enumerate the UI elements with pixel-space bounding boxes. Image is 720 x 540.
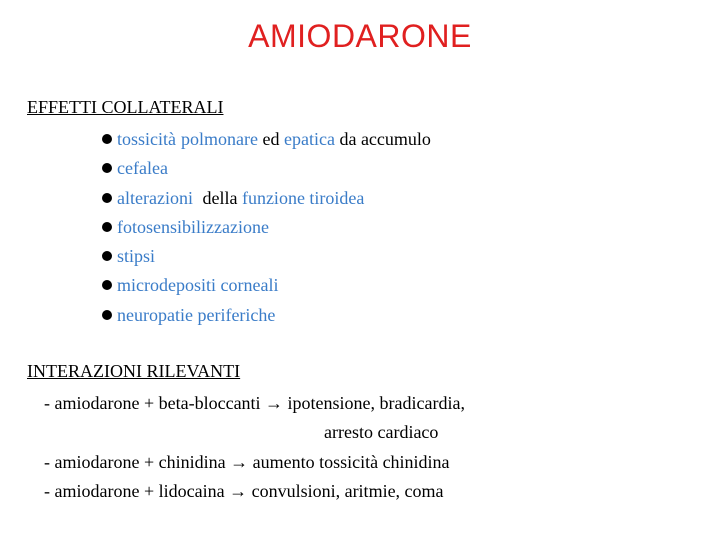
bullet-dot-icon <box>102 222 112 232</box>
side-effect-item: stipsi <box>102 242 431 271</box>
interaction-continuation: arresto cardiaco <box>324 422 439 443</box>
bullet-dot-icon <box>102 310 112 320</box>
side-effect-item: alterazioni della funzione tiroidea <box>102 184 431 213</box>
side-effect-item: microdepositi corneali <box>102 271 431 300</box>
bullet-dot-icon <box>102 280 112 290</box>
interactions-list <box>44 389 465 506</box>
bullet-dot-icon <box>102 251 112 261</box>
bullet-dot-icon <box>102 193 112 203</box>
side-effects-heading: EFFETTI COLLATERALI <box>27 97 224 117</box>
bullet-dot-icon <box>102 134 112 144</box>
interaction-item: - amiodarone + lidocaina → convulsioni, aritmie, coma <box>44 480 444 501</box>
interaction-item: - amiodarone + beta-bloccanti → ipotensione, bradicardia, arresto cardiaco <box>44 389 465 448</box>
side-effect-item: fotosensibilizzazione <box>102 213 431 242</box>
side-effect-item: cefalea <box>102 154 431 183</box>
side-effects-list <box>102 125 431 330</box>
side-effect-item: neuropatie periferiche <box>102 301 431 330</box>
bullet-dot-icon <box>102 163 112 173</box>
interactions-heading: INTERAZIONI RILEVANTI <box>27 361 241 381</box>
side-effect-item: tossicità polmonare ed epatica da accumulo <box>102 125 431 154</box>
interaction-item: - amiodarone + chinidina → aumento tossicità chinidina <box>44 451 450 472</box>
page-title: AMIODARONE <box>248 18 472 54</box>
